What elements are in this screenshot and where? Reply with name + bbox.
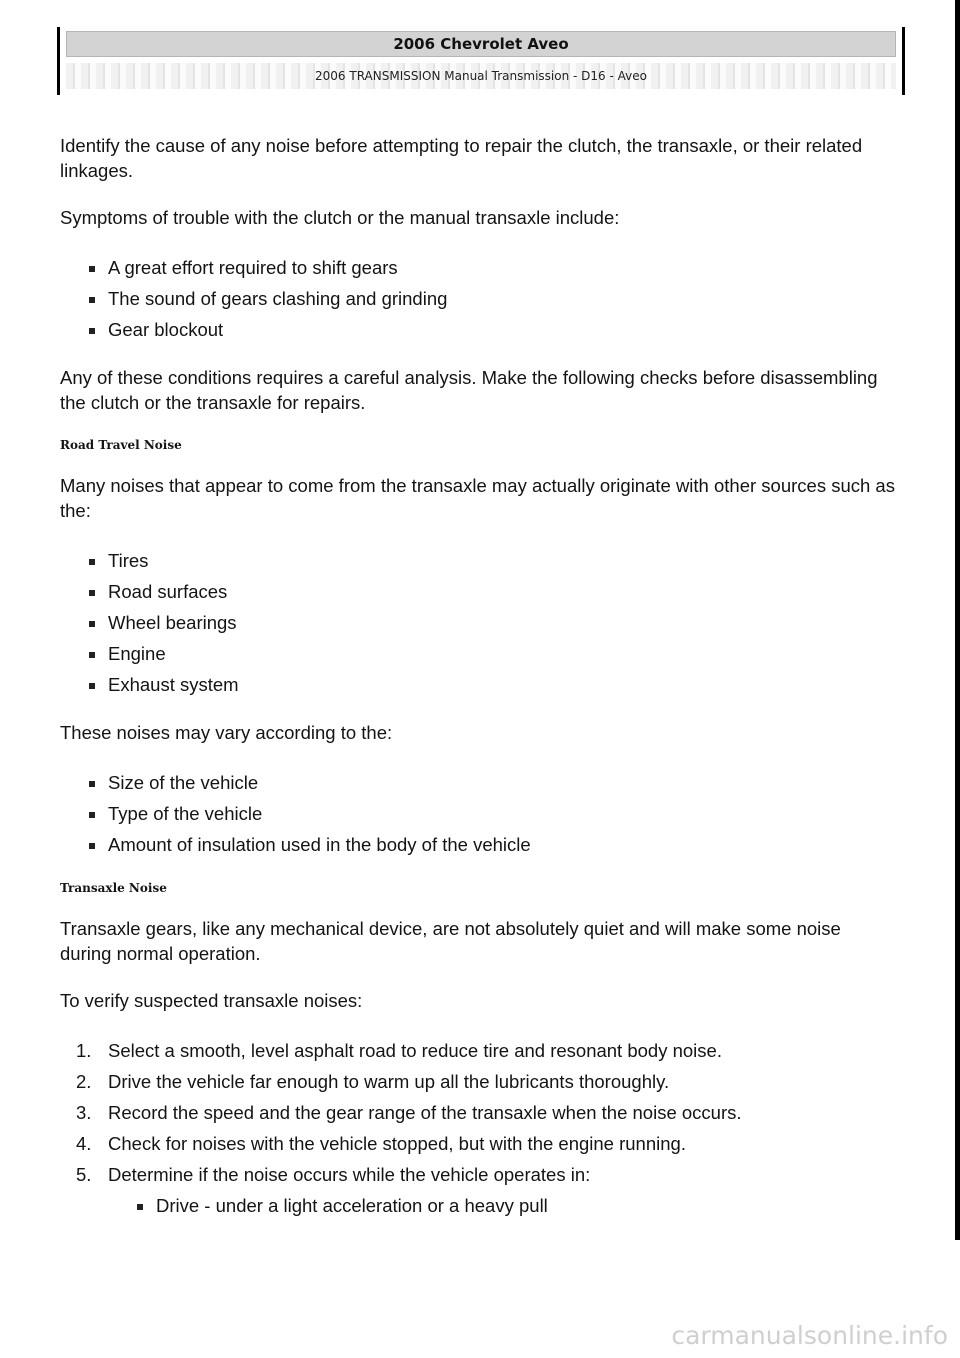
page-header — [57, 27, 905, 95]
step-number: 3. — [76, 1102, 92, 1123]
document-body — [60, 133, 895, 1221]
list-item — [60, 1097, 895, 1128]
noise-sources-list — [60, 545, 895, 700]
symptoms-list — [60, 252, 895, 345]
list-item: Wheel bearings — [60, 607, 895, 638]
intro-paragraph: Identify the cause of any noise before attempting to repair the clutch, the transaxle, or their related linkages. — [60, 135, 863, 181]
step-number: 1. — [76, 1040, 92, 1061]
list-item — [60, 1035, 895, 1066]
site-watermark: carmanualsonline.info — [671, 1321, 948, 1350]
step-text: Check for noises with the vehicle stopped, but with the engine running. — [108, 1133, 686, 1154]
verify-steps-list — [60, 1035, 895, 1190]
list-item: A great effort required to shift gears — [60, 252, 895, 283]
list-item: The sound of gears clashing and grinding — [60, 283, 895, 314]
list-item — [60, 1066, 895, 1097]
operating-conditions-list — [60, 1190, 895, 1221]
step-number: 2. — [76, 1071, 92, 1092]
step-number: 4. — [76, 1133, 92, 1154]
list-item: Road surfaces — [60, 576, 895, 607]
road-travel-paragraph: Many noises that appear to come from the transaxle may actually originate with other sources such as the: — [60, 475, 895, 521]
list-item: Engine — [60, 638, 895, 669]
list-item — [60, 1128, 895, 1159]
list-item — [60, 1159, 895, 1190]
list-item: Exhaust system — [60, 669, 895, 700]
document-title: 2006 Chevrolet Aveo — [66, 31, 896, 57]
step-number: 5. — [76, 1164, 92, 1185]
section-heading-transaxle: Transaxle Noise — [60, 881, 167, 895]
transaxle-paragraph: Transaxle gears, like any mechanical device, are not absolutely quiet and will make some noise during normal operation. — [60, 918, 841, 964]
analysis-paragraph: Any of these conditions requires a careful analysis. Make the following checks before disassembling the clutch or the transaxle for repairs. — [60, 367, 878, 413]
list-item: Tires — [60, 545, 895, 576]
vary-paragraph: These noises may vary according to the: — [60, 722, 393, 743]
noise-factors-list — [60, 767, 895, 860]
page-edge-rule — [955, 0, 960, 1240]
list-item: Type of the vehicle — [60, 798, 895, 829]
step-text: Determine if the noise occurs while the vehicle operates in: — [108, 1164, 591, 1185]
verify-paragraph: To verify suspected transaxle noises: — [60, 990, 363, 1011]
list-item: Size of the vehicle — [60, 767, 895, 798]
section-heading-road-travel: Road Travel Noise — [60, 438, 182, 452]
step-text: Drive the vehicle far enough to warm up all the lubricants thoroughly. — [108, 1071, 670, 1092]
step-text: Select a smooth, level asphalt road to reduce tire and resonant body noise. — [108, 1040, 722, 1061]
document-subtitle: 2006 TRANSMISSION Manual Transmission - D16 - Aveo — [66, 63, 896, 89]
list-item: Gear blockout — [60, 314, 895, 345]
step-text: Record the speed and the gear range of the transaxle when the noise occurs. — [108, 1102, 742, 1123]
list-item: Drive - under a light acceleration or a heavy pull — [60, 1190, 895, 1221]
symptoms-intro: Symptoms of trouble with the clutch or the manual transaxle include: — [60, 207, 620, 228]
list-item: Amount of insulation used in the body of the vehicle — [60, 829, 895, 860]
